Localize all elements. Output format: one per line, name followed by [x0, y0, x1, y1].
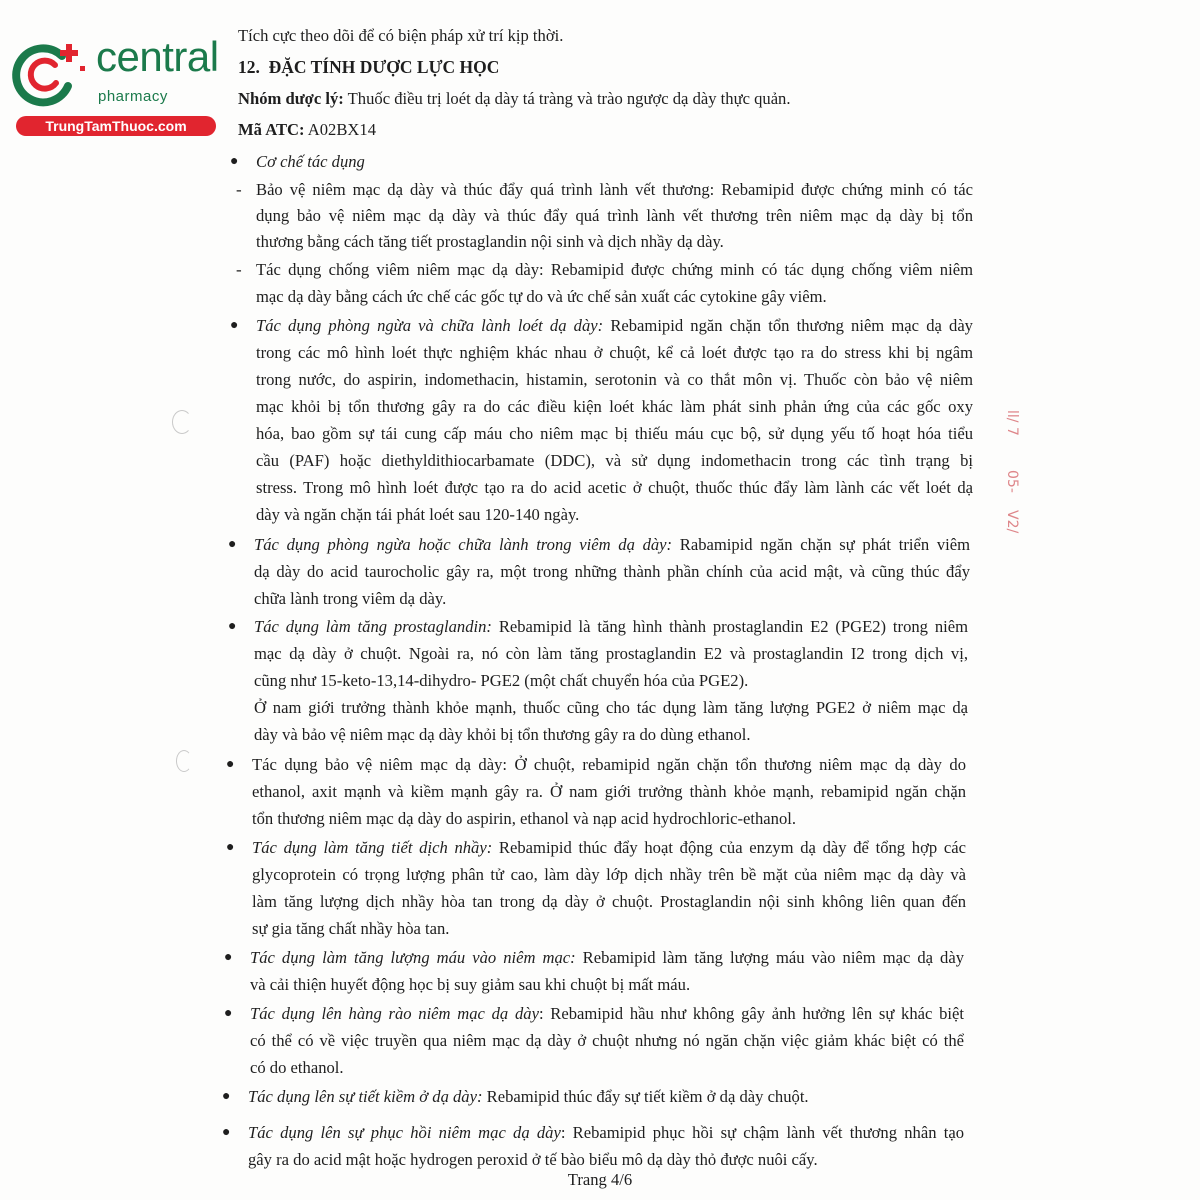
bullet-icon: ● — [224, 1006, 233, 1021]
group-value: Thuốc điều trị loét dạ dày tá tràng và trào ngược dạ dày thực quản. — [343, 89, 791, 108]
p7-title: Tác dụng lên hàng rào niêm mạc dạ dày — [250, 1004, 539, 1023]
p5-line: glycoprotein có trọng lượng phân tử cao, làm dày lớp dịch nhầy trên bề mặt của niêm mạc dạ dày và — [252, 865, 966, 884]
mechanism-heading: Cơ chế tác dụng — [256, 152, 365, 171]
p2-title: Tác dụng phòng ngừa hoặc chữa lành trong viêm dạ dày: — [254, 535, 673, 554]
p5-text: Rebamipid thúc đẩy hoạt động của enzym dạ dày để tổng hợp các — [492, 838, 966, 857]
p3-line: Ở nam giới trưởng thành khỏe mạnh, thuốc cũng cho tác dụng làm tăng lượng PGE2 ở niêm mạc dạ — [254, 698, 968, 717]
m1-line: Bảo vệ niêm mạc dạ dày và thúc đẩy quá trình lành vết thương: Rebamipid được chứng minh có tác — [256, 180, 973, 199]
p6-title: Tác dụng làm tăng lượng máu vào niêm mạc: — [250, 948, 576, 967]
dash-icon: - — [236, 260, 242, 279]
logo-brand: central — [96, 33, 219, 80]
p1-line: cầu (PAF) hoặc diethyldithiocarbamate (DDC), và sử dụng indomethacin trong các tình trạng bị — [256, 451, 973, 470]
p4-line: tổn thương niêm mạc dạ dày do aspirin, ethanol và nạp acid hydrochloric-ethanol. — [252, 809, 796, 828]
bullet-icon: ● — [222, 1089, 231, 1104]
atc-label: Mã ATC: — [238, 120, 305, 139]
logo-website-link[interactable]: TrungTamThuoc.com — [16, 116, 216, 136]
p1-line: stress. Trong mô hình loét được tạo ra do acid acetic ở chuột, thuốc thúc đẩy làm lành các vết loét dạ — [256, 478, 973, 497]
p5-first-line — [252, 838, 966, 858]
p2-line: chữa lành trong viêm dạ dày. — [254, 589, 447, 608]
m2-line: mạc dạ dày bằng cách ức chế các gốc tự do và ức chế sản xuất các cytokine gây viêm. — [256, 287, 827, 306]
p1-line: trong các mô hình loét thực nghiệm khác nhau ở chuột, kể cả loét được tạo ra do stress khi bị ngâm — [256, 343, 973, 362]
bullet-icon: ● — [224, 950, 233, 965]
p6-text: Rebamipid làm tăng lượng máu vào niêm mạc dạ dày — [575, 948, 964, 967]
bullet-icon: ● — [222, 1125, 231, 1140]
p7-first-line — [250, 1004, 964, 1024]
p7-text: : Rebamipid hầu như không gây ảnh hưởng lên sự khác biệt — [538, 1004, 964, 1023]
section-heading: 12. ĐẶC TÍNH DƯỢC LỰC HỌC — [238, 57, 500, 77]
pharmacologic-group — [238, 89, 791, 109]
p3-title: Tác dụng làm tăng prostaglandin: — [254, 617, 492, 636]
bullet-icon: ● — [230, 318, 239, 333]
m2-line: Tác dụng chống viêm niêm mạc dạ dày: Rebamipid được chứng minh có tác dụng chống viêm niêm — [256, 260, 973, 279]
p4-line: Tác dụng bảo vệ niêm mạc dạ dày: Ở chuột, rebamipid ngăn chặn tổn thương niêm mạc dạ dày do — [252, 755, 966, 774]
bullet-icon: ● — [228, 619, 237, 634]
page-number: Trang 4/6 — [567, 1170, 633, 1189]
p8-title: Tác dụng lên sự tiết kiềm ở dạ dày: — [248, 1087, 483, 1106]
p4-line: ethanol, axit mạnh và kiềm mạnh gây ra. Ở nam giới trưởng thành khỏe mạnh, rebamipid ngăn chặn — [252, 782, 966, 801]
dash-icon: - — [236, 180, 242, 199]
p5-line: làm tăng lượng dịch nhầy hòa tan trong dạ dày ở chuột. Prostaglandin nội sinh không liên quan đến — [252, 892, 966, 911]
p7-line: có do ethanol. — [250, 1058, 344, 1077]
group-label: Nhóm dược lý: — [238, 89, 344, 108]
p7-line: có thể có về việc truyền qua niêm mạc dạ dày ở chuột nhưng nó ngăn chặn việc giảm khác biệt có thể — [250, 1031, 964, 1050]
p1-first-line — [256, 316, 973, 336]
p8-line — [248, 1087, 809, 1107]
p3-first-line — [254, 617, 968, 637]
atc-value: A02BX14 — [304, 120, 376, 139]
p1-text: Rebamipid ngăn chặn tổn thương niêm mạc dạ dày — [603, 316, 973, 335]
logo-tagline: pharmacy — [98, 88, 168, 105]
p2-first-line — [254, 535, 970, 555]
m1-line: dụng bảo vệ niêm mạc dạ dày và thúc đẩy quá trình lành vết thương trên niêm mạc dạ dày bị tổn — [256, 206, 973, 225]
bullet-icon: ● — [228, 537, 237, 552]
atc-code — [238, 120, 376, 140]
p3-line: cũng như 15-keto-13,14-dihydro- PGE2 (một chất chuyển hóa của PGE2). — [254, 671, 749, 690]
p1-title: Tác dụng phòng ngừa và chữa lành loét dạ dày: — [256, 316, 604, 335]
p3-text: Rebamipid là tăng hình thành prostaglandin E2 (PGE2) trong niêm — [491, 617, 968, 636]
p6-line: và cải thiện huyết động học bị suy giảm sau khi chuột bị mất máu. — [250, 975, 691, 994]
p9-first-line — [248, 1123, 964, 1143]
handwritten-stamp-mark: ll/ 7 05- V2/ — [1004, 410, 1020, 534]
bullet-icon: ● — [226, 757, 235, 772]
p1-line: dày và ngăn chặn tái phát loét sau 120-140 ngày. — [256, 505, 580, 524]
p1-line: hóa, bao gồm sự tái cung cấp máu cho niêm mạc bị thiếu máu cục bộ, sử dụng yếu tố hoạt hóa tiểu — [256, 424, 973, 443]
p1-line: mạc khỏi bị tổn thương gây ra do các điều kiện loét khác làm phát sinh phản ứng của các gốc oxy — [256, 397, 973, 416]
p3-line: dày và bảo vệ niêm mạc dạ dày khỏi bị tổn thương gây ra do dùng ethanol. — [254, 725, 751, 744]
p6-first-line — [250, 948, 964, 968]
p8-text: Rebamipid thúc đẩy sự tiết kiềm ở dạ dày chuột. — [482, 1087, 809, 1106]
p2-line: dạ dày do acid taurocholic gây ra, một trong những thành phần chính của acid mật, và cũng thúc đẩy — [254, 562, 970, 581]
p9-title: Tác dụng lên sự phục hồi niêm mạc dạ dày — [248, 1123, 561, 1142]
p9-text: : Rebamipid phục hồi sự chậm lành vết thương nhân tạo — [560, 1123, 964, 1142]
bullet-icon: ● — [226, 840, 235, 855]
p5-title: Tác dụng làm tăng tiết dịch nhầy: — [252, 838, 493, 857]
intro-line: Tích cực theo dõi để có biện pháp xử trí kịp thời. — [238, 26, 564, 45]
p5-line: sự gia tăng chất nhầy hòa tan. — [252, 919, 450, 938]
p9-line: gây ra do acid mật hoặc hydrogen peroxid ở tế bào biểu mô dạ dày thỏ được nuôi cấy. — [248, 1150, 818, 1169]
p2-text: Rabamipid ngăn chặn sự phát triển viêm — [672, 535, 970, 554]
p3-line: mạc dạ dày ở chuột. Ngoài ra, nó còn làm tăng prostaglandin E2 và prostaglandin I2 trong dịch vị, — [254, 644, 968, 663]
bullet-icon: ● — [230, 154, 239, 169]
m1-line: thương bằng cách tăng tiết prostaglandin nội sinh và dịch nhầy dạ dày. — [256, 232, 724, 251]
p1-line: trong nước, do aspirin, indomethacin, histamin, serotonin và co thắt môn vị. Thuốc còn bảo vệ niêm — [256, 370, 973, 389]
